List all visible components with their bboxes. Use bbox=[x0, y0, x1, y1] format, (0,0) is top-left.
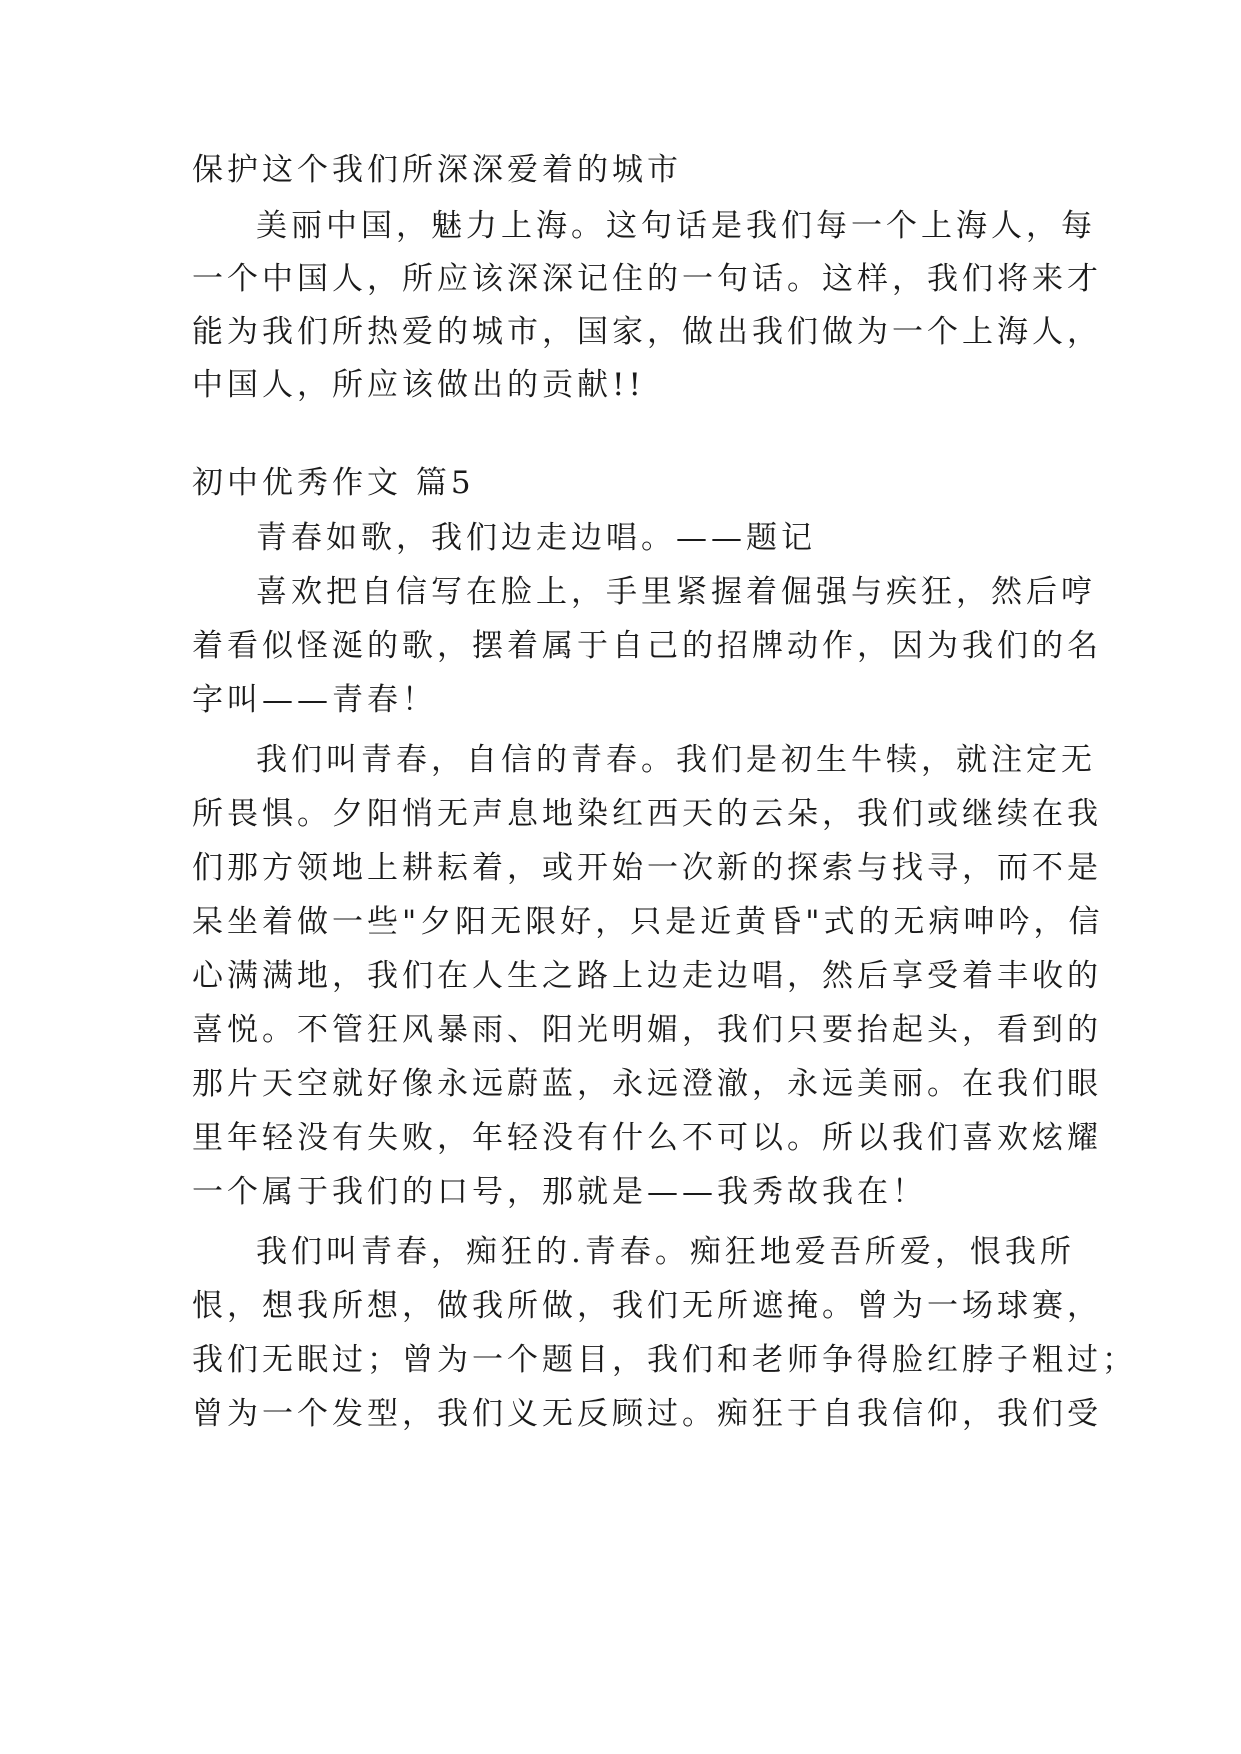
paragraph-line: 那片天空就好像永远蔚蓝，永远澄澈，永远美丽。在我们眼 bbox=[192, 1066, 1102, 1102]
epigraph: 青春如歌，我们边走边唱。——题记 bbox=[256, 520, 816, 556]
paragraph-line: 能为我们所热爱的城市，国家，做出我们做为一个上海人， bbox=[192, 314, 1102, 350]
paragraph-line: 们那方领地上耕耘着，或开始一次新的探索与找寻，而不是 bbox=[192, 850, 1102, 886]
paragraph-line: 里年轻没有失败，年轻没有什么不可以。所以我们喜欢炫耀 bbox=[192, 1120, 1102, 1156]
section-heading: 保护这个我们所深深爱着的城市 bbox=[192, 152, 682, 188]
paragraph-line: 曾为一个发型，我们义无反顾过。痴狂于自我信仰，我们受 bbox=[192, 1396, 1102, 1432]
paragraph-line: 一个中国人，所应该深深记住的一句话。这样，我们将来才 bbox=[192, 261, 1102, 297]
paragraph-line: 喜欢把自信写在脸上，手里紧握着倔强与疾狂，然后哼 bbox=[256, 574, 1096, 610]
paragraph-line: 一个属于我们的口号，那就是——我秀故我在！ bbox=[192, 1174, 927, 1210]
paragraph-line: 心满满地，我们在人生之路上边走边唱，然后享受着丰收的 bbox=[192, 958, 1102, 994]
section-heading: 初中优秀作文 篇5 bbox=[192, 465, 475, 501]
paragraph-line: 着看似怪涎的歌，摆着属于自己的招牌动作，因为我们的名 bbox=[192, 628, 1102, 664]
paragraph-line: 呆坐着做一些"夕阳无限好，只是近黄昏"式的无病呻吟，信 bbox=[192, 904, 1104, 940]
paragraph-line: 中国人，所应该做出的贡献!! bbox=[192, 367, 645, 403]
paragraph-line: 所畏惧。夕阳悄无声息地染红西天的云朵，我们或继续在我 bbox=[192, 796, 1102, 832]
paragraph-line: 恨，想我所想，做我所做，我们无所遮掩。曾为一场球赛， bbox=[192, 1288, 1102, 1324]
paragraph-line: 我们叫青春，痴狂的.青春。痴狂地爱吾所爱，恨我所 bbox=[256, 1234, 1075, 1270]
paragraph-line: 喜悦。不管狂风暴雨、阳光明媚，我们只要抬起头，看到的 bbox=[192, 1012, 1102, 1048]
paragraph-line: 字叫——青春！ bbox=[192, 682, 437, 718]
paragraph-line: 美丽中国，魅力上海。这句话是我们每一个上海人，每 bbox=[256, 208, 1096, 244]
paragraph-line: 我们叫青春，自信的青春。我们是初生牛犊，就注定无 bbox=[256, 742, 1096, 778]
paragraph-line: 我们无眠过；曾为一个题目，我们和老师争得脸红脖子粗过； bbox=[192, 1342, 1137, 1378]
